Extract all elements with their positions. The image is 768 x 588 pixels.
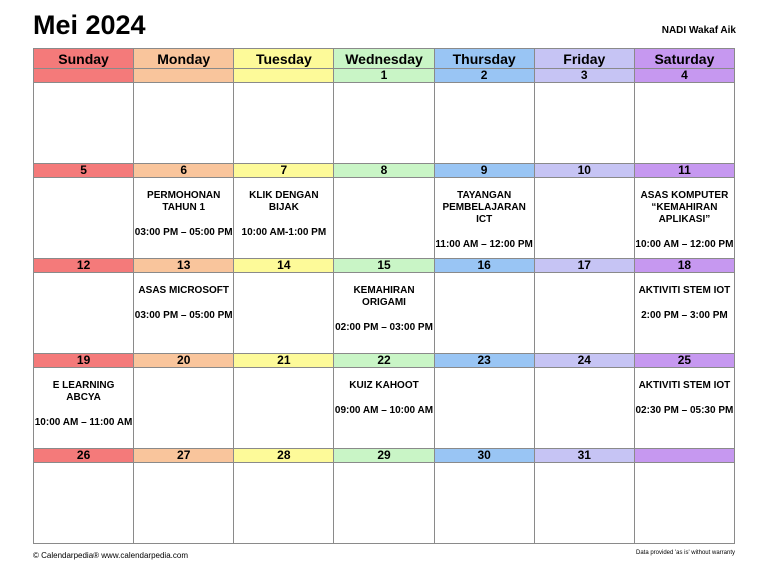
weekday-header-row (34, 49, 735, 69)
day-cells-row (34, 273, 735, 354)
event-title: AKTIVITI STEM IOT (638, 285, 731, 296)
day-cell[interactable] (534, 273, 634, 354)
date-number: 20 (134, 354, 234, 368)
date-number: 4 (634, 69, 734, 83)
date-number: 8 (334, 164, 434, 178)
date-number: 23 (434, 354, 534, 368)
event-title: TAYANGAN PEMBELAJARAN ICT (442, 190, 526, 225)
date-number: 25 (634, 354, 734, 368)
day-cell[interactable] (434, 463, 534, 544)
event-time: 11:00 AM – 12:00 PM (435, 239, 533, 250)
date-number (234, 69, 334, 83)
calendar-body (34, 69, 735, 544)
date-number: 3 (534, 69, 634, 83)
weekday-header-thursday: Thursday (434, 49, 534, 69)
date-number (634, 449, 734, 463)
day-cell[interactable] (234, 83, 334, 164)
date-number (134, 69, 234, 83)
event-time: 09:00 AM – 10:00 AM (334, 405, 434, 416)
date-number: 17 (534, 259, 634, 273)
day-cell[interactable] (534, 83, 634, 164)
date-number: 1 (334, 69, 434, 83)
event-title: ASAS MICROSOFT (138, 285, 229, 296)
calendar-grid (33, 48, 735, 544)
day-cell[interactable] (334, 463, 434, 544)
date-number: 10 (534, 164, 634, 178)
event-title: KUIZ KAHOOT (349, 380, 419, 391)
date-number: 5 (34, 164, 134, 178)
day-cell[interactable] (34, 273, 134, 354)
event-title: E LEARNING ABCYA (52, 380, 115, 403)
date-number: 21 (234, 354, 334, 368)
date-number: 28 (234, 449, 334, 463)
day-cell[interactable] (234, 178, 334, 259)
day-cell[interactable] (234, 273, 334, 354)
weekday-header-friday: Friday (534, 49, 634, 69)
event-time: 03:00 PM – 05:00 PM (134, 227, 233, 238)
event-title: ASAS KOMPUTER “KEMAHIRAN APLIKASI” (640, 190, 729, 225)
event-title: AKTIVITI STEM IOT (638, 380, 731, 391)
day-cell[interactable] (434, 368, 534, 449)
day-cell[interactable] (134, 368, 234, 449)
weekday-header-monday: Monday (134, 49, 234, 69)
date-number: 12 (34, 259, 134, 273)
event-time: 10:00 AM-1:00 PM (241, 227, 327, 238)
day-cells-row (34, 83, 735, 164)
event-time: 10:00 AM – 11:00 AM (34, 417, 133, 428)
date-number-row (34, 449, 735, 463)
date-number: 14 (234, 259, 334, 273)
date-number: 19 (34, 354, 134, 368)
day-cell[interactable] (34, 83, 134, 164)
day-cell[interactable] (634, 463, 734, 544)
day-cell[interactable] (234, 368, 334, 449)
day-cell[interactable] (134, 463, 234, 544)
date-number: 13 (134, 259, 234, 273)
date-number-row (34, 164, 735, 178)
day-cell[interactable] (234, 463, 334, 544)
calendar (33, 48, 735, 544)
day-cell[interactable] (134, 83, 234, 164)
footer-disclaimer: Data provided 'as is' without warranty (635, 550, 735, 556)
date-number (34, 69, 134, 83)
day-cell[interactable] (434, 83, 534, 164)
date-number: 6 (134, 164, 234, 178)
day-cells-row (34, 368, 735, 449)
day-cells-row (34, 178, 735, 259)
day-cell[interactable] (334, 178, 434, 259)
weekday-header-tuesday: Tuesday (234, 49, 334, 69)
date-number: 18 (634, 259, 734, 273)
day-cell[interactable] (534, 178, 634, 259)
day-cell[interactable] (634, 368, 734, 449)
day-cell[interactable] (634, 273, 734, 354)
event-time: 02:30 PM – 05:30 PM (635, 405, 734, 416)
date-number: 11 (634, 164, 734, 178)
organization-name: NADI Wakaf Aik (661, 25, 736, 36)
day-cell[interactable] (134, 273, 234, 354)
day-cell[interactable] (334, 83, 434, 164)
weekday-header-sunday: Sunday (34, 49, 134, 69)
day-cell[interactable] (34, 178, 134, 259)
day-cell[interactable] (434, 178, 534, 259)
date-number: 24 (534, 354, 634, 368)
day-cell[interactable] (34, 463, 134, 544)
date-number: 22 (334, 354, 434, 368)
date-number-row (34, 69, 735, 83)
event-title: KEMAHIRAN ORIGAMI (353, 285, 415, 308)
weekday-header-wednesday: Wednesday (334, 49, 434, 69)
date-number-row (34, 259, 735, 273)
day-cell[interactable] (634, 178, 734, 259)
day-cell[interactable] (34, 368, 134, 449)
event-time: 2:00 PM – 3:00 PM (641, 310, 728, 321)
date-number: 9 (434, 164, 534, 178)
date-number: 31 (534, 449, 634, 463)
event-time: 10:00 AM – 12:00 PM (635, 239, 734, 250)
date-number: 30 (434, 449, 534, 463)
event-title: KLIK DENGAN BIJAK (249, 190, 319, 213)
day-cells-row (34, 463, 735, 544)
date-number: 16 (434, 259, 534, 273)
day-cell[interactable] (634, 83, 734, 164)
event-time: 03:00 PM – 05:00 PM (134, 310, 233, 321)
date-number: 27 (134, 449, 234, 463)
event-time: 02:00 PM – 03:00 PM (335, 322, 433, 333)
date-number-row (34, 354, 735, 368)
day-cell[interactable] (334, 368, 434, 449)
date-number: 26 (34, 449, 134, 463)
date-number: 7 (234, 164, 334, 178)
day-cell[interactable] (134, 178, 234, 259)
day-cell[interactable] (334, 273, 434, 354)
event-title: PERMOHONAN TAHUN 1 (147, 190, 221, 213)
day-cell[interactable] (434, 273, 534, 354)
weekday-header-saturday: Saturday (634, 49, 734, 69)
date-number: 2 (434, 69, 534, 83)
date-number: 15 (334, 259, 434, 273)
day-cell[interactable] (534, 368, 634, 449)
page-title: Mei 2024 (33, 10, 146, 40)
date-number: 29 (334, 449, 434, 463)
footer-copyright: © Calendarpedia® www.calendarpedia.com (33, 551, 188, 560)
day-cell[interactable] (534, 463, 634, 544)
